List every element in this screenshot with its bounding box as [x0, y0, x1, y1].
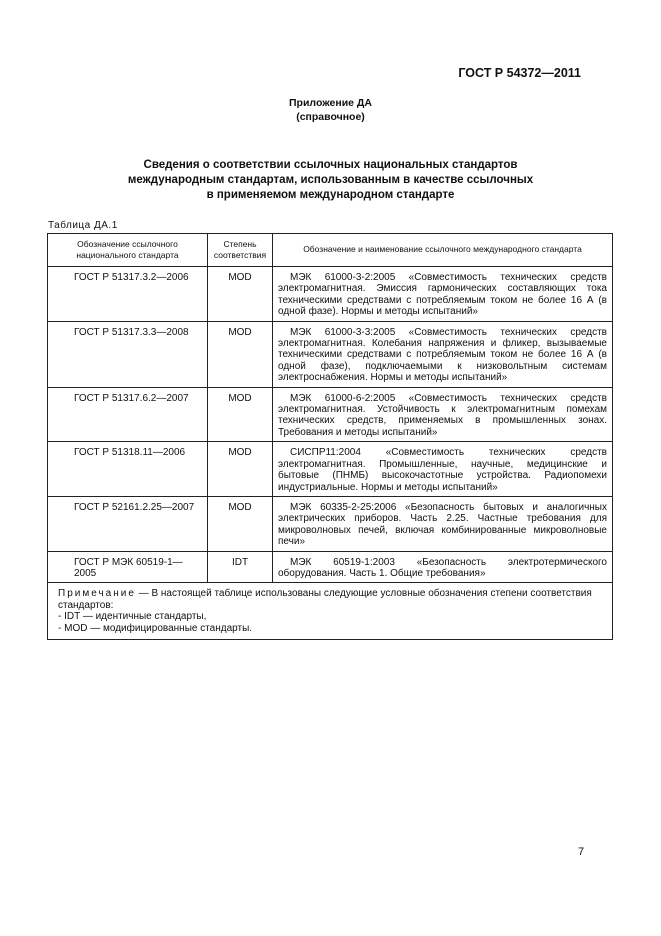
appendix-title: Приложение ДА — [289, 97, 372, 109]
table-header-row — [48, 234, 613, 267]
table-note-row — [48, 583, 613, 640]
degree: MOD — [208, 442, 273, 497]
appendix-subtitle: (справочное) — [296, 111, 365, 123]
note-paragraph — [58, 588, 607, 611]
degree: MOD — [208, 496, 273, 551]
title-line: Сведения о соответствии ссылочных национальных стандартов — [143, 159, 518, 171]
degree: MOD — [208, 267, 273, 322]
table-row — [48, 496, 613, 551]
table-label: Таблица ДА.1 — [48, 220, 118, 231]
international-standard: МЭК 61000-3-3:2005 «Совместимость технических средств электромагнитная. Колебания напряжения и фликер, вызываемые техническими средствами с потребляемым током не более 16 А (в одной фазе), подключаемыми к низковольтным системам электроснабжения. Нормы и методы испытаний» — [273, 321, 613, 387]
international-standard: МЭК 60335-2-25:2006 «Безопасность бытовых и аналогичных электрических приборов. Часть 2.25. Частные требования для микроволновых печей, включая комбинированные микроволновые печи» — [273, 496, 613, 551]
table-row — [48, 321, 613, 387]
international-standard: МЭК 61000-3-2:2005 «Совместимость технических средств электромагнитная. Эмиссия гармонических составляющих тока техническими средствами с потребляемым током не более 16 А (в одной фазе). Нормы и методы испытаний» — [273, 267, 613, 322]
table-row — [48, 442, 613, 497]
note-text: — В настоящей таблице использованы следующие условные обозначения степени соответствия стандартов: — [58, 588, 592, 611]
title-line: в применяемом международном стандарте — [206, 189, 455, 201]
document-code: ГОСТ Р 54372—2011 — [458, 66, 581, 80]
international-standard: МЭК 60519-1:2003 «Безопасность электротермического оборудования. Часть 1. Общие требования» — [273, 551, 613, 583]
header-degree: Степень соответствия — [208, 234, 273, 267]
note-item: - MOD — модифицированные стандарты. — [58, 622, 253, 634]
title-line: международным стандартам, использованным в качестве ссылочных — [127, 174, 534, 186]
table-row — [48, 551, 613, 583]
table-row — [48, 267, 613, 322]
degree: IDT — [208, 551, 273, 583]
national-standard: ГОСТ Р 51317.6.2—2007 — [48, 387, 208, 442]
national-standard: ГОСТ Р МЭК 60519-1—2005 — [48, 551, 208, 583]
table-note — [48, 583, 613, 640]
international-standard: МЭК 61000-6-2:2005 «Совместимость технических средств электромагнитная. Устойчивость к электромагнитным помехам технических средств, применяемых в промышленных зонах. Требования и методы испытаний» — [273, 387, 613, 442]
table-row — [48, 387, 613, 442]
note-label: Примечание — [58, 588, 136, 600]
national-standard: ГОСТ Р 51317.3.2—2006 — [48, 267, 208, 322]
header-international: Обозначение и наименование ссылочного международного стандарта — [273, 234, 613, 267]
degree: MOD — [208, 321, 273, 387]
section-title — [0, 158, 661, 203]
national-standard: ГОСТ Р 51318.11—2006 — [48, 442, 208, 497]
page-number: 7 — [578, 846, 585, 858]
national-standard: ГОСТ Р 52161.2.25—2007 — [48, 496, 208, 551]
degree: MOD — [208, 387, 273, 442]
standards-table — [47, 233, 613, 640]
note-item: - IDT — идентичные стандарты, — [58, 611, 207, 623]
national-standard: ГОСТ Р 51317.3.3—2008 — [48, 321, 208, 387]
appendix-heading — [0, 96, 661, 124]
international-standard: СИСПР11:2004 «Совместимость технических средств электромагнитная. Промышленные, научные, медицинские и бытовые (ПНМБ) высокочастотные устройства. Радиопомехи индустриальные. Нормы и методы испытаний» — [273, 442, 613, 497]
header-national: Обозначение ссылочного национального стандарта — [48, 234, 208, 267]
